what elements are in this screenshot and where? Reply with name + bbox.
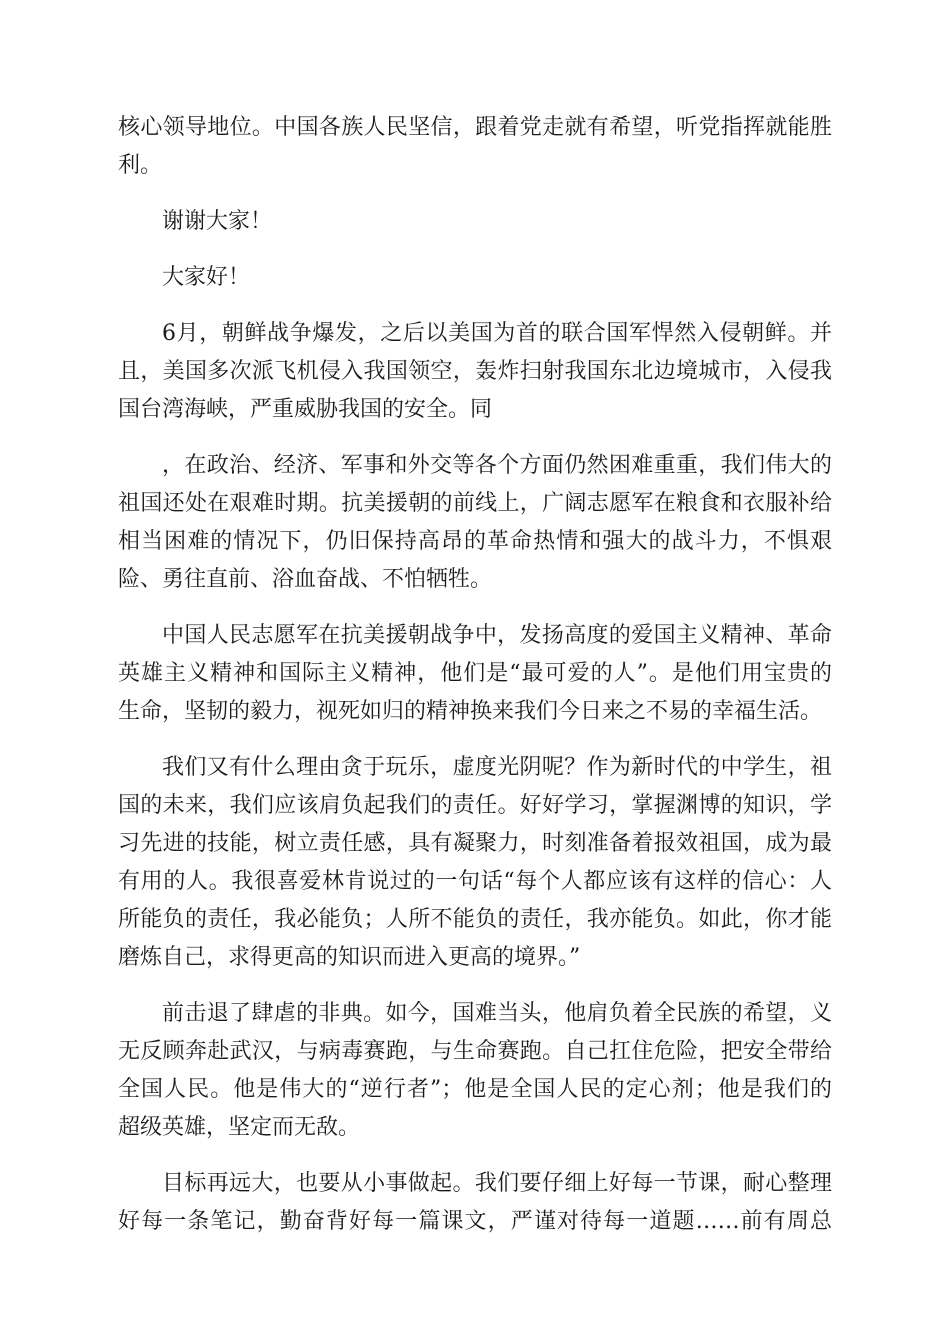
paragraph	[118, 315, 832, 429]
text-line: 英雄主义精神和国际主义精神，他们是“最可爱的人”。是他们用宝贵的	[118, 661, 832, 686]
text-line: 全国人民。他是伟大的“逆行者”；他是全国人民的定心剂；他是我们的	[118, 1077, 832, 1102]
paragraph	[118, 203, 832, 241]
text-line: 有用的人。我很喜爱林肯说过的一句话“每个人都应该有这样的信心：人	[118, 869, 832, 894]
text-line: 大家好！	[162, 265, 251, 290]
text-line: 生命，坚韧的毅力，视死如归的精神换来我们今日来之不易的幸福生活。	[118, 699, 823, 724]
text-line: 前击退了肆虐的非典。如今，国难当头，他肩负着全民族的希望，义	[162, 1001, 832, 1026]
paragraph	[118, 109, 832, 185]
text-line: 中国人民志愿军在抗美援朝战争中，发扬高度的爱国主义精神、革命	[162, 623, 832, 648]
text-line: 无反顾奔赴武汉，与病毒赛跑，与生命赛跑。自己扛住危险，把安全带给	[118, 1039, 832, 1064]
text-line: 祖国还处在艰难时期。抗美援朝的前线上，广阔志愿军在粮食和衣服补给	[118, 491, 832, 516]
text-line: 利。	[118, 153, 163, 178]
paragraph	[118, 259, 832, 297]
text-line: 好每一条笔记，勤奋背好每一篇课文，严谨对待每一道题……前有周总	[118, 1209, 832, 1234]
text-line: 核心领导地位。中国各族人民坚信，跟着党走就有希望，听党指挥就能胜	[118, 115, 832, 140]
paragraph	[118, 447, 832, 599]
text-line: 目标再远大，也要从小事做起。我们要仔细上好每一节课，耐心整理	[162, 1171, 832, 1196]
text-line: ，在政治、经济、军事和外交等各个方面仍然困难重重，我们伟大的	[162, 453, 832, 478]
text-line: 习先进的技能，树立责任感，具有凝聚力，时刻准备着报效祖国，成为最	[118, 831, 832, 856]
text-line: 险、勇往直前、浴血奋战、不怕牺牲。	[118, 567, 493, 592]
text-line: 且，美国多次派飞机侵入我国领空，轰炸扫射我国东北边境城市，入侵我	[118, 359, 832, 384]
text-line: 超级英雄，坚定而无敌。	[118, 1115, 361, 1140]
paragraph	[118, 1165, 832, 1241]
paragraph	[118, 995, 832, 1147]
text-line: 6月，朝鲜战争爆发，之后以美国为首的联合国军悍然入侵朝鲜。并	[162, 321, 832, 346]
text-line: 国的未来，我们应该肩负起我们的责任。好好学习，掌握渊博的知识，学	[118, 793, 832, 818]
paragraph	[118, 617, 832, 731]
document-body	[118, 109, 832, 1259]
text-line: 所能负的责任，我必能负；人所不能负的责任，我亦能负。如此，你才能	[118, 907, 832, 932]
text-line: 我们又有什么理由贪于玩乐，虚度光阴呢？作为新时代的中学生，祖	[162, 755, 832, 780]
text-line: 谢谢大家！	[162, 209, 273, 234]
text-line: 国台湾海峡，严重威胁我国的安全。同	[118, 397, 493, 422]
paragraph	[118, 749, 832, 977]
text-line: 磨炼自己，求得更高的知识而进入更高的境界。”	[118, 945, 581, 970]
text-line: 相当困难的情况下，仍旧保持高昂的革命热情和强大的战斗力，不惧艰	[118, 529, 832, 554]
